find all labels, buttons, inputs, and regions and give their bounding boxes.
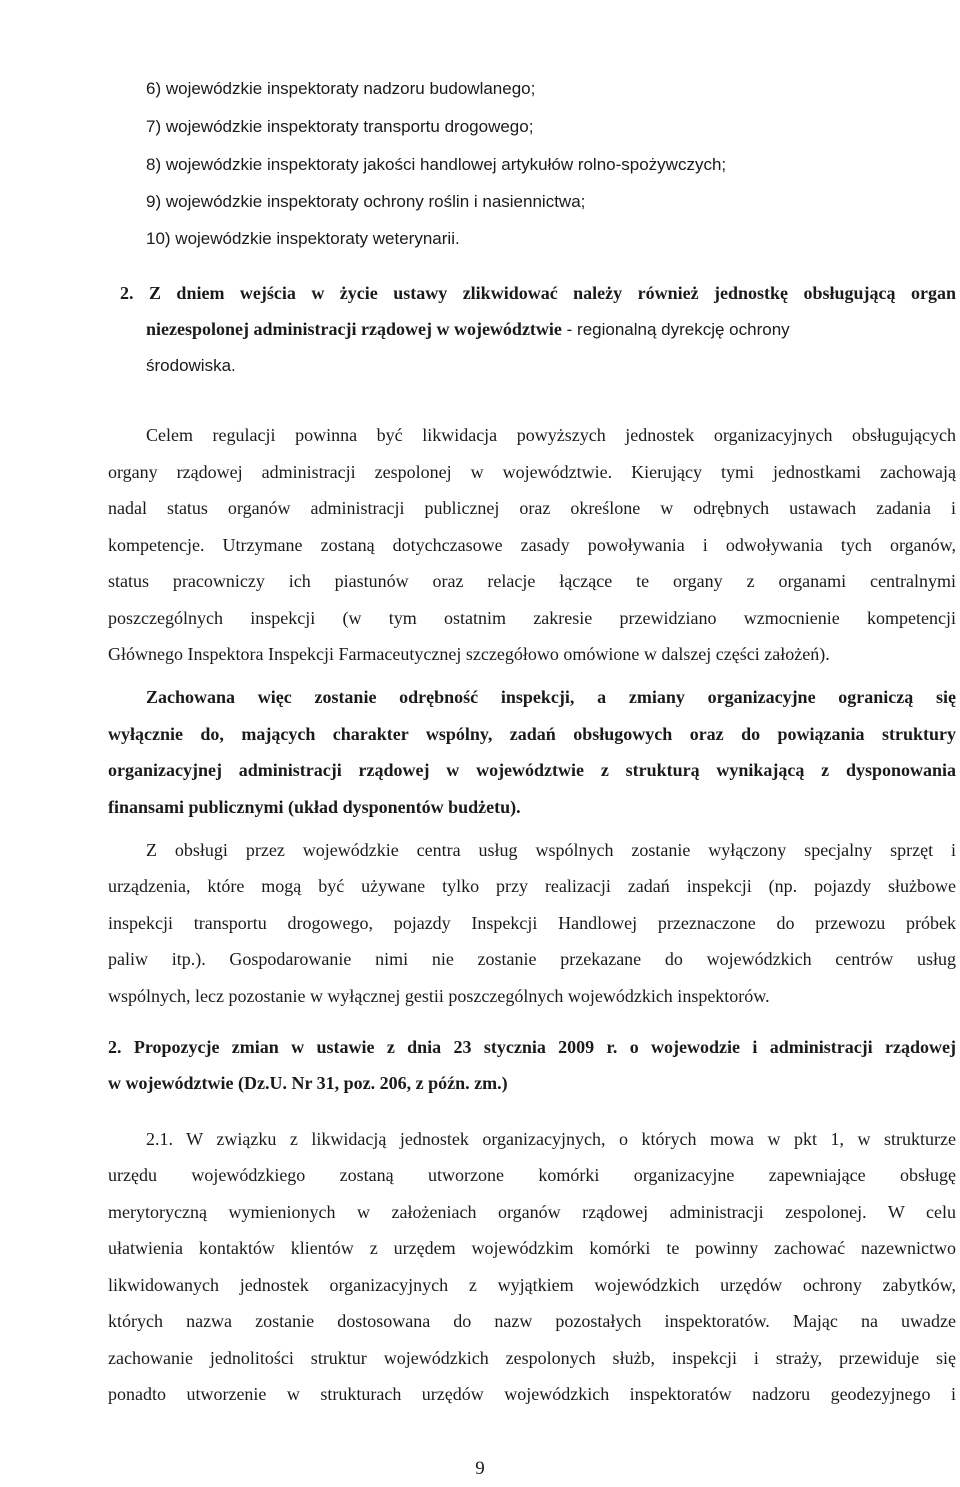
- text-line: wspólnych, lecz pozostanie w wyłącznej gestii poszczególnych wojewódzkich inspektorów.: [108, 986, 770, 1006]
- page-number: 9: [475, 1458, 485, 1479]
- text-line: finansami publicznymi (układ dysponentów budżetu).: [108, 797, 521, 817]
- text-line: status pracowniczy ich piastunów oraz relacje łączące te organy z organami centralnymi: [108, 571, 956, 591]
- text-line: Głównego Inspektora Inspekcji Farmaceutycznej szczegółowo omówione w dalszej części założeń).: [108, 644, 830, 664]
- text-line: urządzenia, które mogą być używane tylko przy realizacji zadań inspekcji (np. pojazdy służbowe: [108, 876, 956, 896]
- text-line: których nazwa zostanie dostosowana do nazw pozostałych inspektoratów. Mając na uwadze: [108, 1311, 956, 1331]
- list-item: 9) wojewódzkie inspektoraty ochrony roślin i nasiennictwa;: [146, 192, 586, 211]
- text-line: zachowanie jednolitości struktur wojewódzkich zespolonych służb, inspekcji i straży, przewiduje się: [108, 1348, 956, 1368]
- text-line: 2. Z dniem wejścia w życie ustawy zlikwidować należy również jednostkę obsługującą organ: [120, 283, 956, 303]
- text-line: [146, 318, 956, 341]
- list-item: 6) wojewódzkie inspektoraty nadzoru budowlanego;: [146, 79, 536, 98]
- heading-line: w województwie (Dz.U. Nr 31, poz. 206, z późn. zm.): [108, 1073, 508, 1093]
- text-line: paliw itp.). Gospodarowanie nimi nie zostanie przekazane do wojewódzkich centrów usług: [108, 949, 956, 969]
- text-line: ponadto utworzenie w strukturach urzędów wojewódzkich inspektoratów nadzoru geodezyjnego i: [108, 1384, 956, 1404]
- text-line: organizacyjnej administracji rządowej w województwie z strukturą wynikającą z dysponowania: [108, 760, 956, 780]
- text-line: ułatwienia kontaktów klientów z urzędem wojewódzkim komórki te powinny zachować nazewnictwo: [108, 1238, 956, 1258]
- list-item: 8) wojewódzkie inspektoraty jakości handlowej artykułów rolno-spożywczych;: [146, 155, 727, 174]
- text-line: likwidowanych jednostek organizacyjnych z wyjątkiem wojewódzkich urzędów ochrony zabytków,: [108, 1275, 956, 1295]
- text-line: Z obsługi przez wojewódzkie centra usług wspólnych zostanie wyłączony specjalny sprzęt i: [146, 840, 956, 860]
- text-line: merytoryczną wymienionych w założeniach organów rządowej administracji zespolonej. W celu: [108, 1202, 956, 1222]
- text-line: 2.1. W związku z likwidacją jednostek organizacyjnych, o których mowa w pkt 1, w strukturze: [146, 1129, 956, 1149]
- text-line: środowiska.: [146, 356, 236, 375]
- text-span: - regionalną dyrekcję ochrony: [561, 320, 790, 339]
- list-item: 7) wojewódzkie inspektoraty transportu drogowego;: [146, 117, 534, 136]
- heading-line: 2. Propozycje zmian w ustawie z dnia 23 stycznia 2009 r. o wojewodzie i administracji rządowej: [108, 1037, 956, 1057]
- text-line: poszczególnych inspekcji (w tym ostatnim zakresie przewidziano wzmocnienie kompetencji: [108, 608, 956, 628]
- text-line: urzędu wojewódzkiego zostaną utworzone komórki organizacyjne zapewniające obsługę: [108, 1165, 956, 1185]
- text-line: nadal status organów administracji publicznej oraz określone w odrębnych ustawach zadania i: [108, 498, 956, 518]
- text-line: organy rządowej administracji zespolonej w województwie. Kierujący tymi jednostkami zachowają: [108, 462, 956, 482]
- text-line: Celem regulacji powinna być likwidacja powyższych jednostek organizacyjnych obsługujących: [146, 425, 956, 445]
- text-line: kompetencje. Utrzymane zostaną dotychczasowe zasady powoływania i odwoływania tych organów,: [108, 535, 956, 555]
- text-line: inspekcji transportu drogowego, pojazdy Inspekcji Handlowej przeznaczone do przewozu próbek: [108, 913, 956, 933]
- text-line: Zachowana więc zostanie odrębność inspekcji, a zmiany organizacyjne ograniczą się: [146, 687, 956, 707]
- list-item: 10) wojewódzkie inspektoraty weterynarii.: [146, 229, 460, 248]
- text-bold-span: niezespolonej administracji rządowej w województwie: [146, 319, 562, 339]
- text-line: wyłącznie do, mających charakter wspólny, zadań obsługowych oraz do powiązania struktury: [108, 724, 956, 744]
